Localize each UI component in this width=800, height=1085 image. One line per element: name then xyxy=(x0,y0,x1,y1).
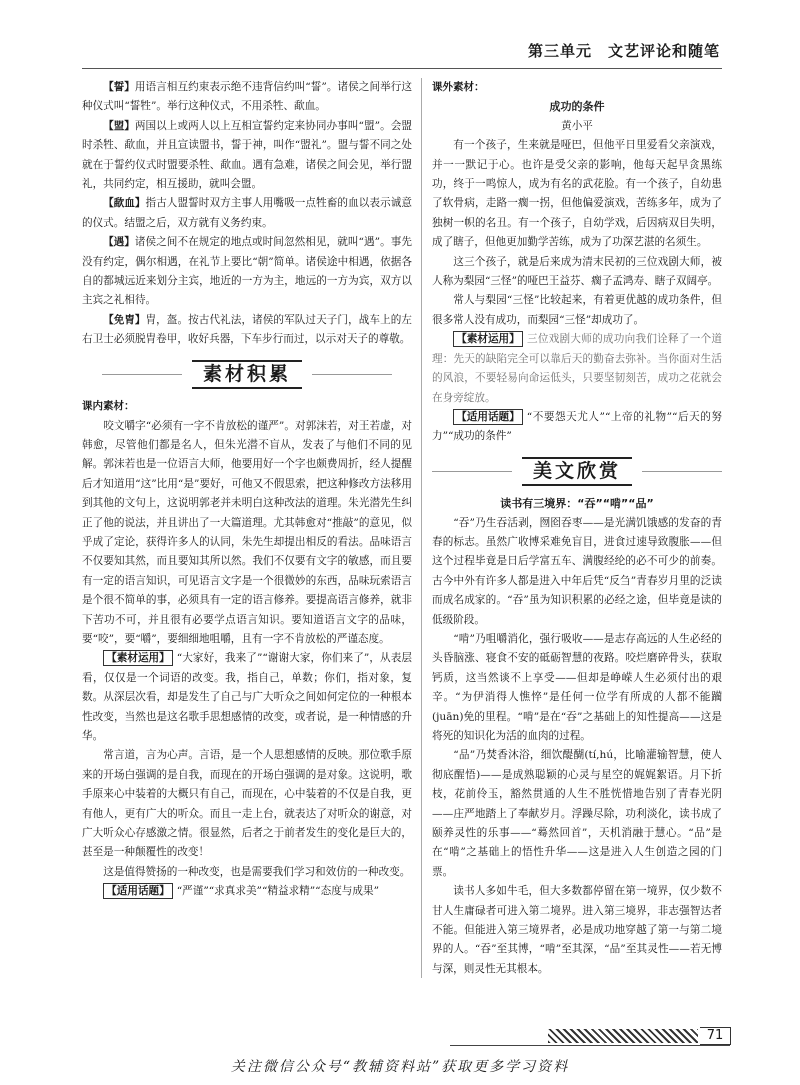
paragraph: “品”乃焚香沐浴，细饮醍醐(tí,hú，比喻灌输智慧，使人彻底醒悟)——是成熟聪颖的心灵与星空的娓娓絮语。月下折枝，花前伶玉，豁然贯通的人生不胜恍惜地告别了青春光阴——庄严地踏上了奉献岁月。浮躁尽除，功利淡化，读书成了颐养灵性的乐事——“蓦然回首”，天机消融于慧心。“品”是在“啃”之基础上的悟性升华——这是进入人生创造之园的门票。 xyxy=(432,749,722,878)
paragraph: “啃”乃咀嚼消化，强行吸收——是志存高远的人生必经的头昏脑涨、寝食不安的砥砺智慧的夜路。咬烂磨碎骨头，获取钙质，这当然谈不上享受——但却是峥嵘人生必须付出的艰辛。“为伊消得人憔悴”是任何一位学有所成的人都不能躏(juān)免的里程。“啃”是在“吞”之基础上的知性提高——这是将死的知识化为活的血肉的过程。 xyxy=(432,632,722,742)
paragraph: 这是值得赞扬的一种改变，也是需要我们学习和效仿的一种改变。 xyxy=(103,865,411,878)
footer-watermark: 关注微信公众号“教辅资料站”获取更多学习资料 xyxy=(230,1059,570,1075)
right-column xyxy=(432,78,722,979)
left-column xyxy=(82,78,412,902)
glossary-entry: 【盟】两国以上或两人以上互相宣誓约定来协同办事叫“盟”。会盟时杀牲、歃血，并且宣读盟书，誓于神，叫作“盟礼”。盟与誓不同之处就在于誓约仪式时盟要杀牲、歃血。遇有急难，诸侯之间会见，举行盟礼，共同约定，相互援助，就叫会盟。 xyxy=(82,119,412,191)
paragraph: “吞”乃生吞活剥，囫囵吞枣——是光满饥饿感的发奋的青春的标志。虽然广收博采难免盲目，进食过速导致腹胀——但这个过程毕竟是日后学富五车、满腹经纶的必不可少的前奏。古今中外有许多人都是进入中年后凭“反刍”青春岁月里的泛读而成名成家的。“吞”虽为知识积累的必经之途，但毕竟是读的低级阶段。 xyxy=(432,516,722,626)
glossary-entry: 【免胄】胄，盔。按古代礼法，诸侯的军队过天子门，战车上的左右卫士必须脱胄卷甲，收好兵器，下车步行而过，以示对天子的尊敬。 xyxy=(82,313,412,346)
topics-paragraph: 【适用话题】 “不要怨天尤人”“上帝的礼物”“后天的努力”“成功的条件” xyxy=(432,410,722,443)
usage-paragraph: 【素材运用】 三位戏剧大师的成功向我们诠释了一个道理：先天的缺陷完全可以靠后天的勤奋去弥补。当你面对生活的风浪，不要轻易向命运低头，只要坚韧刻苦，成功之花就会在身旁绽放。 xyxy=(432,333,722,404)
column-divider xyxy=(421,78,422,978)
usage-paragraph: 【素材运用】 “大家好，我来了”“谢谢大家，你们来了”，从表层看，仅仅是一个词语的改变。我，指自己，单数；你们，指对象，复数。从深层次看，却是发生了自己与广大听众之间如何定位的一种根本性改变，当然也是这名歌手思想感情的改变，或者说，是一种情感的升华。 xyxy=(82,652,412,742)
header-divider xyxy=(82,68,722,69)
paragraph: 常人与梨园“三怪”比较起来，有着更优越的成功条件，但很多常人没有成功，而梨园“三怪”却成功了。 xyxy=(432,294,722,326)
story-title: 成功的条件 xyxy=(549,100,605,114)
essay-title: 读书有三境界：“吞”“啃”“品” xyxy=(500,497,654,511)
page-number-stripes xyxy=(548,1029,698,1043)
footer-divider xyxy=(450,1045,730,1046)
paragraph: 咬文嚼字“必须有一字不肯放松的谨严”。对郭沫若，对王若虚，对韩愈，尽管他们都是名人，但朱光潜不盲从，发表了与他们不同的见解。郭沫若也是一位语言大师，他要用好一个字也颇费周折，经人提醒后才知道用“这”比用“是”要好，可他又不假思索，把这种修改方法移用到其他的文句上，这说明郭老并未明白这种改法的道理。朱光潜先生纠正了他的说法，并且讲出了一大篇道理。尤其韩愈对“推敲”的意见，似乎成了定论，获得许多人的认同，朱先生却提出相反的看法。品味语言不仅要知其然，而且要知其所以然。我们不仅要有文字的敏感，而且要有一定的语言知识，可见语言文字是一个很微妙的东西，品味玩索语言是个很不简单的事，必须具有一定的语言修养。要提高语言修养，就非下苦功不可，并且很有必要学点语言知识。要知道语言文字的品味，要“咬”，要“嚼”，要细细地咀嚼，且有一字不肯放松的严谨态度。 xyxy=(82,419,412,645)
page-number: 71 xyxy=(700,1027,731,1045)
section-label: 课外素材： xyxy=(432,81,485,93)
topics-paragraph: 【适用话题】 “严谨”“求真求美”“精益求精”“态度与成果” xyxy=(82,882,412,901)
paragraph: 常言道，言为心声。言语，是一个人思想感情的反映。那位歌手原来的开场白强调的是自我，而现在的开场白强调的是对象。这说明，歌手原来心中装着的大概只有自己，而现在，心中装着的不仅是自我，更有他人，更有广大的听众。而且一走上台，就表达了对听众的谢意，对广大听众心存感激之情。很显然，后者之于前者发生的变化是巨大的，甚至是一种颠覆性的改变！ xyxy=(82,749,412,859)
section-banner-essay: 美文欣赏 xyxy=(522,457,632,486)
section-label: 课内素材： xyxy=(82,400,135,413)
paragraph: 读书人多如牛毛，但大多数都停留在第一境界，仅少数不甘人生庸碌者可进入第二境界。进入第三境界，非志强智达者不能。但能进入第三境界者，必是成功地穿越了第一与第二境界的人。“吞”至其博，“啃”至其深，“品”至其灵性——若无博与深，则灵性无其根本。 xyxy=(432,885,722,975)
story-author: 黄小平 xyxy=(561,119,593,132)
glossary-entry: 【歃血】指古人盟誓时双方主事人用嘴吸一点牲畜的血以表示诚意的仪式。结盟之后，双方就有义务约束。 xyxy=(82,197,412,229)
glossary-entry: 【遇】诸侯之间不在规定的地点或时间忽然相见，就叫“遇”。事先没有约定，偶尔相遇，在礼节上要比“朝”简单。诸侯途中相遇，依据各自的都城远近来划分主宾，地近的一方为主，地远的一方为宾，双方以主宾之礼相待。 xyxy=(82,236,412,307)
unit-header: 第三单元 文艺评论和随笔 xyxy=(527,42,720,60)
glossary-entry: 【誓】用语言相互约束表示绝不违背信约叫“誓”。诸侯之间举行这种仪式叫“誓牲”。举行这种仪式，不用杀牲、歃血。 xyxy=(82,81,412,113)
paragraph: 有一个孩子，生来就是哑巴，但他平日里爱看父亲演戏，并一一默记于心。也许是受父亲的影响，他每天起早贪黑练功，终于一鸣惊人，成为有名的武花脸。有一个孩子，自幼患了软骨病，走路一瘸一拐，但他偏爱演戏，苦练多年，成为了独树一帜的名丑。有一个孩子，自幼学戏，后因病双目失明，成了瞎子，但他更加勤学苦练，成为了功深艺湛的名须生。 xyxy=(432,139,722,249)
paragraph: 这三个孩子，就是后来成为清末民初的三位戏剧大师，被人称为梨园“三怪”的哑巴王益芬、瘸子孟鸿寿、瞎子双阔亭。 xyxy=(432,255,722,288)
section-banner-materials: 素材积累 xyxy=(192,360,302,389)
